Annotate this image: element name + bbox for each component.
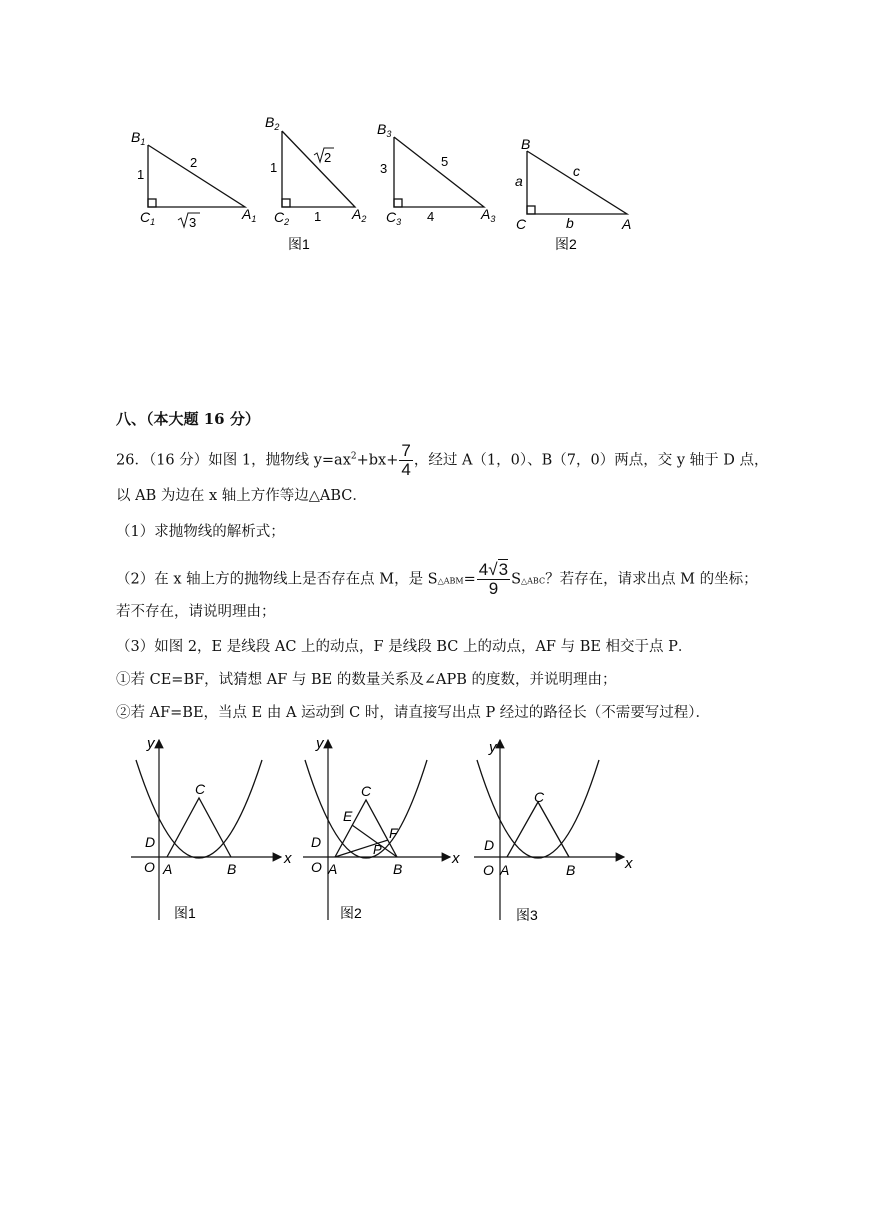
fig3-label-a: A (500, 862, 510, 878)
problem-line-1 (116, 442, 768, 479)
t4-leg-vertical: a (515, 173, 523, 189)
fig2-label-b: B (393, 861, 403, 877)
fig1-triangle-abc (167, 798, 231, 857)
parabola-figures (0, 730, 869, 950)
fig1-label-o: O (144, 859, 155, 875)
problem-line-2: 以 AB 为边在 x 轴上方作等边△ABC． (116, 488, 367, 504)
fig1-label-c: C (195, 781, 206, 797)
top-caption-2: 图2 (555, 236, 577, 252)
figure-2 (303, 735, 460, 921)
fig1-label-a: A (163, 861, 173, 877)
fig1-label-x: x (284, 850, 292, 867)
t1-vertex-a: $A_1$ (242, 206, 257, 224)
t4-vertex-c: C (516, 216, 527, 232)
t1-vertex-c: $C_1$ (140, 209, 156, 227)
problem-subpart-2: ②若 AF=BE，当点 E 由 A 运动到 C 时，请直接写出点 P 经过的路径长（不需要写过程）． (116, 705, 711, 721)
t4-hypotenuse: c (573, 163, 580, 179)
fraction-seven-quarters: $\frac{7}{4}$ (401, 441, 411, 479)
triangle-4 (527, 151, 627, 214)
problem-points: ，经过 A（1，0）、B（7，0）两点，交 y 轴于 D 点， (413, 452, 769, 469)
problem-part-1: （1）求抛物线的解析式； (116, 524, 285, 540)
t3-vertex-a: $A_3$ (481, 206, 496, 224)
t4-vertex-a: A (622, 216, 632, 232)
problem-part-3: （3）如图 2，E 是线段 AC 上的动点，F 是线段 BC 上的动点，AF 与 BE 相交于点 P． (116, 639, 693, 655)
problem-term: +bx+ (356, 452, 399, 469)
top-caption-1: 图1 (288, 236, 310, 252)
fig3-parabola (477, 760, 599, 858)
fraction-four-root3-over-9: $\frac{4√3}{9}$ (478, 560, 509, 598)
t3-hypotenuse: 5 (441, 154, 449, 169)
fig2-label-y: y (316, 735, 324, 752)
fig3-label-x: x (625, 855, 633, 872)
subscript-abc: △ABC (521, 576, 546, 586)
t2-hypotenuse (314, 148, 334, 165)
fig3-label-o: O (483, 862, 494, 878)
t4-vertex-b: B (521, 136, 531, 152)
fig2-parabola (305, 760, 427, 858)
fig2-label-p: P (373, 842, 382, 857)
t3-leg-horizontal: 4 (427, 209, 435, 224)
fig2-label-d: D (311, 834, 322, 850)
fig3-label-b: B (566, 862, 576, 878)
t1-leg-vertical: 1 (137, 167, 145, 182)
svg-text:2: 2 (324, 150, 332, 165)
exponent: 2 (350, 451, 357, 462)
t1-vertex-b: $B_1$ (131, 129, 146, 147)
t2-leg-vertical: 1 (270, 160, 278, 175)
top-triangles-figure (0, 0, 869, 270)
t2-vertex-c: $C_2$ (274, 209, 290, 227)
t2-vertex-a: $A_2$ (352, 206, 367, 224)
fig2-label-o: O (311, 859, 322, 875)
triangle-2 (282, 131, 355, 207)
fig3-label-c: C (534, 789, 545, 805)
fig2-label-a: A (328, 861, 338, 877)
fig1-caption: 图1 (174, 905, 196, 921)
fig2-label-f: F (389, 825, 398, 841)
subscript-abm: △ABM (437, 576, 464, 586)
t1-hypotenuse: 2 (190, 155, 198, 170)
problem-intro: 26．（16 分）如图 1，抛物线 y=ax (116, 452, 351, 469)
t1-leg-horizontal (178, 213, 200, 230)
fig1-label-b: B (227, 861, 237, 877)
fig2-label-e: E (343, 808, 353, 824)
t4-leg-horizontal: b (566, 215, 574, 231)
section-heading: 八、（本大题 16 分） (116, 410, 260, 428)
problem-subpart-1: ①若 CE=BF，试猜想 AF 与 BE 的数量关系及∠APB 的度数，并说明理由； (116, 672, 617, 688)
t3-leg-vertical: 3 (380, 161, 388, 176)
fig3-label-y: y (489, 739, 497, 756)
t2-vertex-b: $B_2$ (265, 114, 280, 132)
figure-3 (474, 739, 633, 923)
triangle-3 (394, 137, 484, 207)
t3-vertex-b: $B_3$ (377, 121, 392, 139)
figure-1 (131, 735, 292, 921)
fig3-caption: 图3 (516, 907, 538, 923)
fig2-label-c: C (361, 783, 372, 799)
fig2-label-x: x (452, 850, 460, 867)
fig1-label-y: y (147, 735, 155, 752)
problem-line-5: 若不存在，请说明理由； (116, 604, 276, 620)
t2-leg-horizontal: 1 (314, 209, 322, 224)
fig1-label-d: D (145, 834, 156, 850)
problem-part-2: （2）在 x 轴上方的抛物线上是否存在点 M，是 S△ABM= $\frac{4√3}{9}$ S△ABC？若存在，请求出点 M 的坐标； (116, 560, 758, 598)
fig3-label-d: D (484, 837, 495, 853)
fig3-triangle-abc (507, 802, 569, 857)
fig2-caption: 图2 (340, 905, 362, 921)
t3-vertex-c: $C_3$ (386, 209, 402, 227)
svg-text:3: 3 (189, 215, 197, 230)
